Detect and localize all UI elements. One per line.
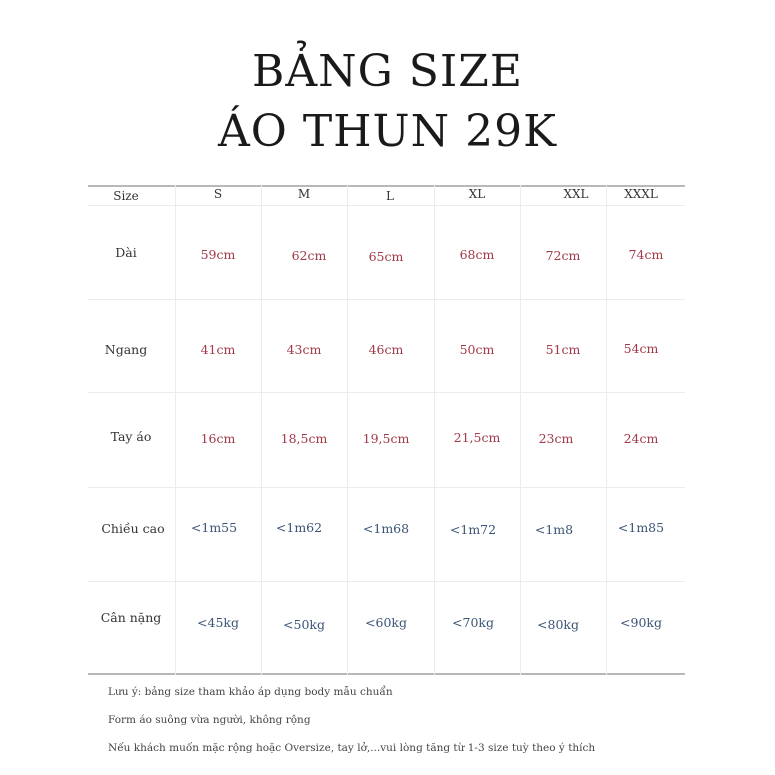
cell-tayao-xxl: 23cm (538, 431, 574, 446)
header-size-s: S (213, 187, 223, 201)
cell-dai-xxxl: 74cm (628, 247, 664, 262)
cell-chieucao-s: <1m55 (190, 520, 238, 535)
cell-cannang-xl: <70kg (452, 615, 494, 630)
cell-chieucao-m: <1m62 (275, 520, 323, 535)
cell-dai-xxl: 72cm (545, 248, 581, 263)
page-title-line-2: ÁO THUN 29K (218, 106, 557, 157)
table-row-divider (88, 205, 685, 206)
note-line-1: Lưu ý: bảng size tham khảo áp dụng body mẫu chuẩn (108, 686, 393, 698)
cell-tayao-xl: 21,5cm (453, 430, 501, 445)
cell-cannang-s: <45kg (197, 615, 239, 630)
cell-cannang-xxxl: <90kg (620, 615, 662, 630)
cell-cannang-xxl: <80kg (537, 617, 579, 632)
cell-ngang-xl: 50cm (459, 342, 495, 357)
row-label-chieu-cao: Chiều cao (101, 521, 165, 536)
table-bottom-border (88, 673, 685, 675)
header-size-xxxl: XXXL (624, 187, 658, 201)
cell-dai-s: 59cm (200, 247, 236, 262)
cell-dai-l: 65cm (368, 249, 404, 264)
header-size-m: M (297, 187, 311, 201)
header-size-l: L (386, 189, 394, 203)
cell-chieucao-xxxl: <1m85 (617, 520, 665, 535)
cell-chieucao-l: <1m68 (362, 521, 410, 536)
row-label-can-nang: Cân nặng (100, 610, 162, 625)
table-row-divider (88, 392, 685, 393)
table-row-divider (88, 299, 685, 300)
table-col-divider (261, 185, 262, 675)
cell-dai-m: 62cm (291, 248, 327, 263)
row-label-dai: Dài (115, 245, 137, 260)
table-row-divider (88, 487, 685, 488)
cell-cannang-m: <50kg (283, 617, 325, 632)
header-size-xxl: XXL (563, 187, 589, 201)
cell-tayao-l: 19,5cm (362, 431, 410, 446)
cell-ngang-xxxl: 54cm (623, 341, 659, 356)
cell-chieucao-xl: <1m72 (449, 522, 497, 537)
cell-ngang-s: 41cm (200, 342, 236, 357)
cell-ngang-m: 43cm (286, 342, 322, 357)
cell-chieucao-xxl: <1m8 (534, 522, 574, 537)
cell-tayao-s: 16cm (200, 431, 236, 446)
row-label-ngang: Ngang (104, 342, 148, 357)
table-row-divider (88, 581, 685, 582)
cell-cannang-l: <60kg (365, 615, 407, 630)
note-line-3: Nếu khách muốn mặc rộng hoặc Oversize, tay lở,...vui lòng tăng từ 1-3 size tuỳ theo ý thích (108, 742, 596, 754)
cell-tayao-xxxl: 24cm (623, 431, 659, 446)
page-title-line-1: BẢNG SIZE (252, 46, 523, 97)
note-line-2: Form áo suông vừa người, không rộng (108, 714, 311, 726)
cell-tayao-m: 18,5cm (280, 431, 328, 446)
size-table (88, 185, 685, 675)
cell-dai-xl: 68cm (459, 247, 495, 262)
cell-ngang-l: 46cm (368, 342, 404, 357)
cell-ngang-xxl: 51cm (545, 342, 581, 357)
header-size-label: Size (113, 189, 139, 203)
header-size-xl: XL (468, 187, 486, 201)
row-label-tay-ao: Tay áo (110, 429, 152, 444)
